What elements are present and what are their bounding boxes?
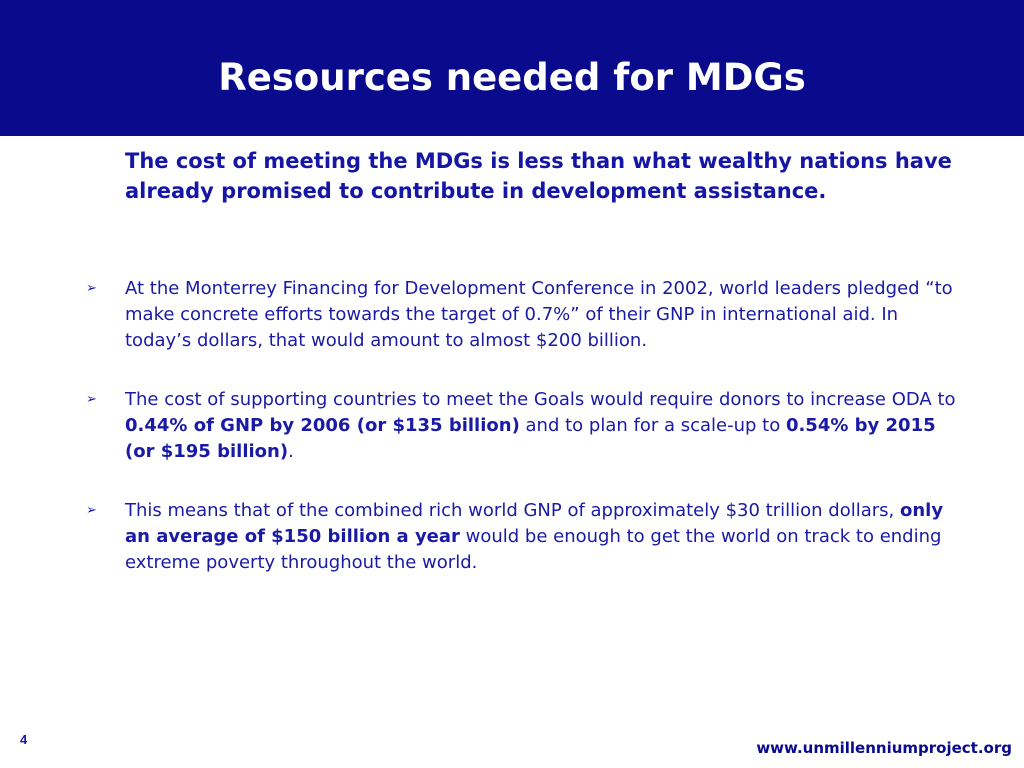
bullet-text: and to plan for a scale-up to <box>519 415 786 436</box>
bullet-text: At the Monterrey Financing for Development Conference in 2002, world leaders pledged “to make concrete efforts towards the target of 0.7%” of their GNP in international aid. In today’s dollars, that would amount to almost $200 billion. <box>125 278 953 351</box>
bullet-monterrey <box>82 276 962 354</box>
bullet-world-gnp <box>82 498 962 576</box>
footer-url[interactable]: www.unmillenniumproject.org <box>756 739 1012 757</box>
bullet-oda-cost <box>82 387 962 465</box>
arrow-bullet-icon: ➢ <box>86 281 97 296</box>
bullet-text: This means that of the combined rich world GNP of approximately $30 trillion dollars, <box>125 500 900 521</box>
arrow-bullet-icon: ➢ <box>86 392 97 407</box>
page-number: 4 <box>20 732 28 747</box>
slide-title: Resources needed for MDGs <box>218 56 806 99</box>
bullet-text: would be enough to get the world on track to ending extreme poverty throughout the world. <box>125 526 942 573</box>
bullet-emphasis: 0.44% of GNP by 2006 (or $135 billion) <box>125 415 520 436</box>
arrow-bullet-icon: ➢ <box>86 503 97 518</box>
bullet-list <box>82 276 962 576</box>
bullet-emphasis: 0.54% by 2015 (or $195 billion) <box>125 415 936 462</box>
title-bar <box>0 0 1024 136</box>
lead-statement: The cost of meeting the MDGs is less than what wealthy nations have already promised to contribute in development assistance. <box>125 149 952 203</box>
bullet-text: . <box>288 441 294 462</box>
bullet-text: The cost of supporting countries to meet the Goals would require donors to increase ODA to <box>125 389 956 410</box>
bullet-emphasis: only an average of $150 billion a year <box>125 500 944 547</box>
